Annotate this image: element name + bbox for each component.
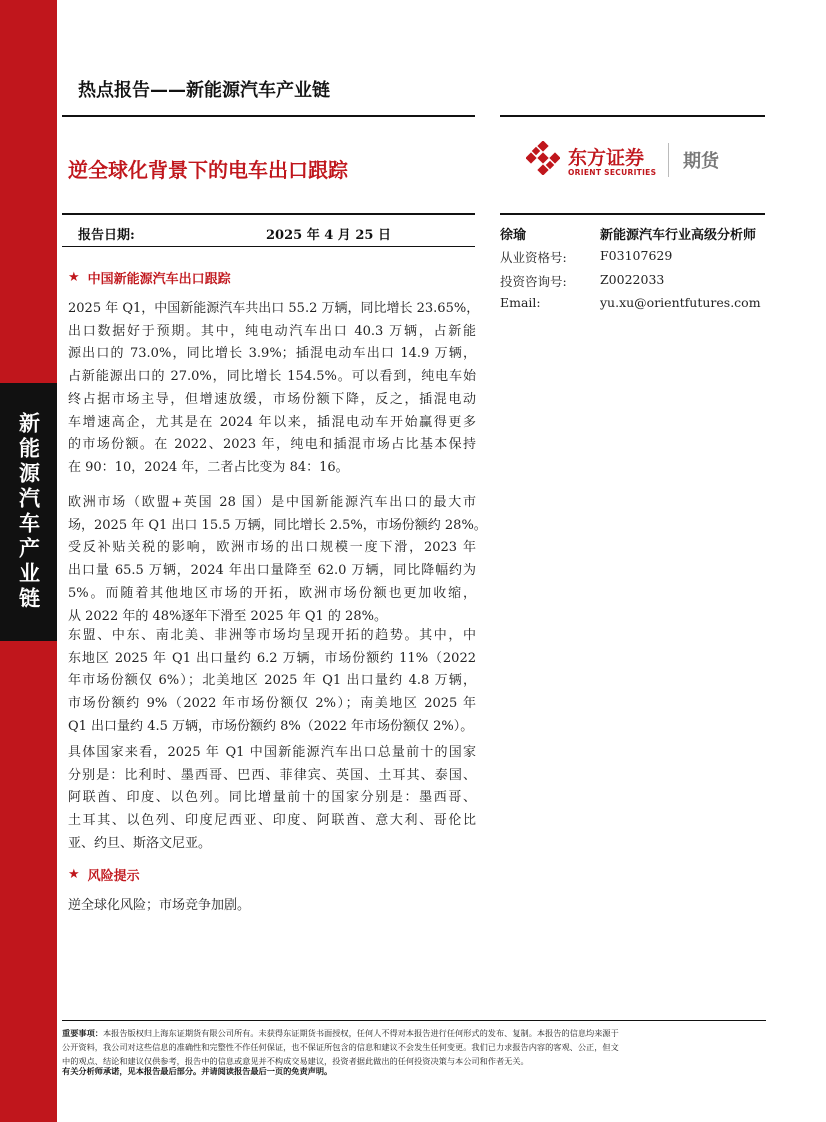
text-line: 东地区 2025 年 Q1 出口量约 6.2 万辆，市场份额约 11%（2022 <box>68 650 476 666</box>
text-line: 2025 年 Q1，中国新能源汽车共出口 55.2 万辆，同比增长 23.65%， <box>68 301 480 316</box>
text-line: 出口数据好于预期。其中，纯电动汽车出口 40.3 万辆，占新能 <box>68 323 476 339</box>
logo-name-cn: 东方证券 <box>568 147 645 169</box>
text-line: 的市场份额。在 2022、2023 年，纯电和插混市场占比基本保持 <box>68 437 476 453</box>
analyst-consult-value: Z0022033 <box>600 272 665 287</box>
text-line: 市场份额约 9%（2022 年市场份额仅 2%）；南美地区 2025 年 <box>68 696 476 712</box>
text-line: Q1 出口量约 4.5 万辆，市场份额约 8%（2022 年市场份额仅 2%）。 <box>68 718 474 734</box>
text-line: 源出口的 73.0%，同比增长 3.9%；插混电动车出口 14.9 万辆， <box>68 346 476 362</box>
text-line: 年市场份额仅 6%）；北美地区 2025 年 Q1 出口量约 4.8 万辆， <box>68 673 476 689</box>
analyst-email-label: Email: <box>500 295 541 310</box>
text-line: 占新能源出口的 27.0%，同比增长 154.5%。可以看到，纯电车始 <box>68 369 476 385</box>
analyst-consult-label: 投资咨询号: <box>500 274 567 289</box>
analyst-divider <box>500 213 765 215</box>
text-line: 5%。而随着其他地区市场的开拓，欧洲市场份额也更加收缩， <box>68 585 476 601</box>
text-line: 土耳其、以色列、印度尼西亚、印度、阿联酋、意大利、哥伦比 <box>68 813 476 829</box>
text-line: 具体国家来看，2025 年 Q1 中国新能源汽车出口总量前十的国家 <box>68 745 476 760</box>
text-line: 亚、约旦、斯洛文尼亚。 <box>68 835 212 851</box>
text-line: 阿联酋、印度、以色列。同比增量前十的国家分别是：墨西哥、 <box>68 790 476 806</box>
logo-name-en: ORIENT SECURITIES <box>568 168 657 177</box>
section-heading <box>68 865 140 884</box>
disclaimer-label: 重要事项： <box>62 1028 103 1038</box>
paragraph <box>68 625 476 739</box>
text-line: 从 2022 年的 48%逐年下滑至 2025 年 Q1 的 28%。 <box>68 608 387 624</box>
disclaimer-line <box>62 1026 766 1040</box>
text-line: 东盟、中东、南北美、非洲等市场均呈现开拓的趋势。其中，中 <box>68 628 476 643</box>
text-line: 终占据市场主导，但增速放缓，市场份额下降，反之，插混电动 <box>68 391 476 407</box>
analyst-name: 徐瑜 <box>500 228 527 243</box>
text-line: 在 90：10，2024 年，二者占比变为 84：16。 <box>68 459 349 475</box>
paragraph <box>68 895 476 918</box>
header-divider-right <box>500 115 765 117</box>
text-line: 出口量 65.5 万辆，2024 年出口量降至 62.0 万辆，同比降幅约为 <box>68 563 476 579</box>
disclaimer-line: 公开资料，我公司对这些信息的准确性和完整性不作任何保证，也不保证所包含的信息和建议不会发生任何变更。我们已力求报告内容的客观、公正，但文 <box>62 1042 619 1052</box>
paragraph <box>68 298 480 480</box>
analyst-title: 新能源汽车行业高级分析师 <box>600 228 757 243</box>
sidebar-label: 新能源汽车产业链 <box>16 412 41 612</box>
disclaimer <box>62 1026 766 1068</box>
date-divider-top <box>62 213 475 215</box>
star-icon: ★ <box>68 867 80 882</box>
text-line: 欧洲市场（欧盟+英国 28 国）是中国新能源汽车出口的最大市 <box>68 495 476 510</box>
logo-suffix: 期货 <box>683 151 719 172</box>
footer-divider <box>62 1020 766 1021</box>
section-heading-text: 风险提示 <box>87 869 140 884</box>
disclaimer-text: 本报告版权归上海东证期货有限公司所有。未获得东证期货书面授权，任何人不得对本报告进行任何形式的发布、复制。本报告的信息均来源于 <box>102 1028 619 1038</box>
company-logo <box>526 141 766 183</box>
text-line: 逆全球化风险；市场竞争加剧。 <box>68 898 251 913</box>
text-line: 受反补贴关税的影响，欧洲市场的出口规模一度下滑，2023 年 <box>68 540 476 556</box>
paragraph <box>68 742 476 856</box>
text-line: 车增速高企，尤其是在 2024 年以来，插混电动车开始赢得更多 <box>68 414 476 430</box>
analyst-license-label: 从业资格号: <box>500 250 567 265</box>
report-type: 热点报告——新能源汽车产业链 <box>78 80 330 101</box>
star-icon: ★ <box>68 270 80 285</box>
analyst-commitment-note: 有关分析师承诺，见本报告最后部分。并请阅读报告最后一页的免责声明。 <box>62 1066 333 1076</box>
section-heading <box>68 268 231 287</box>
disclaimer-line: 中的观点、结论和建议仅供参考，报告中的信息或意见并不构成交易建议，投资者据此做出的任何投资决策与本公司和作者无关。 <box>62 1056 529 1066</box>
analyst-license-value: F03107629 <box>600 248 673 263</box>
date-divider-bottom <box>62 246 475 247</box>
text-line: 场，2025 年 Q1 出口 15.5 万辆，同比增长 2.5%，市场份额约 28%。 <box>68 517 487 533</box>
text-line: 分别是：比利时、墨西哥、巴西、菲律宾、英国、土耳其、泰国、 <box>68 767 476 783</box>
logo-divider <box>668 143 669 177</box>
page-title: 逆全球化背景下的电车出口跟踪 <box>68 158 348 182</box>
header-divider-left <box>62 115 475 117</box>
date-label: 报告日期: <box>78 228 135 243</box>
section-heading-text: 中国新能源汽车出口跟踪 <box>87 272 231 287</box>
report-date: 2025 年 4 月 25 日 <box>266 228 391 243</box>
paragraph <box>68 492 487 628</box>
orient-diamond-icon <box>526 141 560 175</box>
analyst-email-link[interactable]: yu.xu@orientfutures.com <box>600 295 761 310</box>
